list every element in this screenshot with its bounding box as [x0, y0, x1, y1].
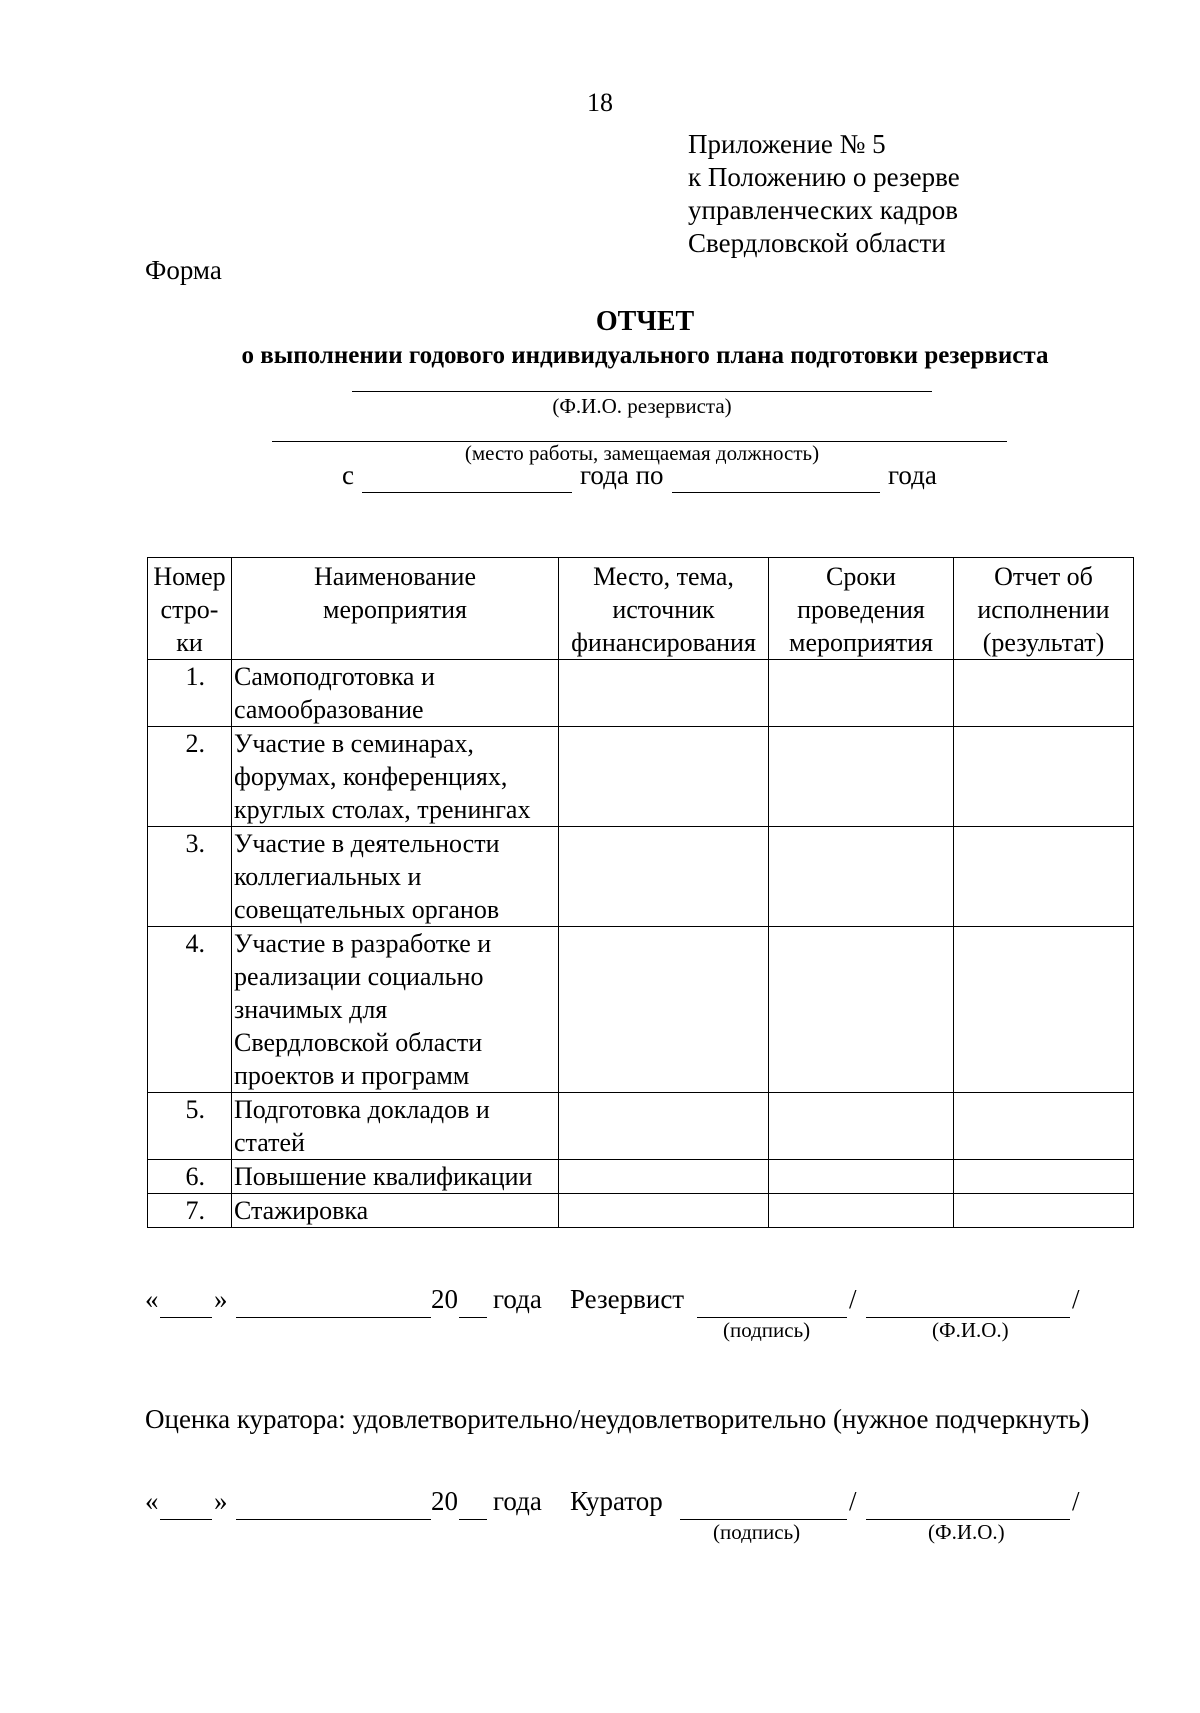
- document-title: ОТЧЕТ: [595, 306, 695, 337]
- header-place: [559, 558, 769, 660]
- cell-terms[interactable]: [769, 1194, 954, 1228]
- period-to-blank[interactable]: [672, 492, 880, 493]
- header-line: исполнении: [977, 595, 1110, 624]
- activity-line: круглых столах, тренингах: [234, 795, 531, 824]
- table-row: [148, 727, 1134, 827]
- header-line: Сроки: [826, 562, 896, 591]
- cell-report[interactable]: [954, 827, 1134, 927]
- slash: /: [1072, 1284, 1080, 1314]
- row-number: 5.: [148, 1093, 232, 1160]
- day-blank[interactable]: [160, 1317, 212, 1318]
- header-line: стро-: [160, 595, 219, 624]
- appendix-line: к Положению о резерве: [688, 162, 960, 192]
- fio-blank-line[interactable]: [352, 391, 932, 392]
- year-blank[interactable]: [459, 1317, 487, 1318]
- table-header-row: [148, 558, 1134, 660]
- close-quote: »: [214, 1486, 228, 1516]
- cell-place[interactable]: [559, 727, 769, 827]
- form-label: Форма: [145, 255, 222, 285]
- cell-terms[interactable]: [769, 827, 954, 927]
- cell-report[interactable]: [954, 660, 1134, 727]
- row-activity: [232, 1194, 559, 1228]
- activity-line: коллегиальных и: [234, 862, 422, 891]
- header-line: Наименование: [314, 562, 476, 591]
- activity-line: реализации социально: [234, 962, 484, 991]
- period-mid-label: года по: [580, 460, 664, 490]
- activity-line: Повышение квалификации: [234, 1162, 533, 1191]
- day-blank[interactable]: [160, 1519, 212, 1520]
- cell-report[interactable]: [954, 1194, 1134, 1228]
- signature-caption: (подпись): [723, 1318, 811, 1342]
- year-suffix: года: [493, 1486, 542, 1516]
- year-suffix: года: [493, 1284, 542, 1314]
- header-line: проведения: [797, 595, 925, 624]
- cell-terms[interactable]: [769, 1093, 954, 1160]
- row-number: 1.: [148, 660, 232, 727]
- appendix-line: управленческих кадров: [688, 195, 958, 225]
- cell-report[interactable]: [954, 1160, 1134, 1194]
- cell-terms[interactable]: [769, 660, 954, 727]
- year-blank[interactable]: [459, 1519, 487, 1520]
- activity-line: Самоподготовка и: [234, 662, 435, 691]
- appendix-line: Приложение № 5: [688, 129, 886, 159]
- table-row: [148, 1160, 1134, 1194]
- table-row: [148, 927, 1134, 1093]
- header-name: [232, 558, 559, 660]
- workplace-caption: (место работы, замещаемая должность): [464, 441, 820, 465]
- slash: /: [849, 1486, 857, 1516]
- activity-line: Участие в семинарах,: [234, 729, 474, 758]
- header-line: источник: [612, 595, 715, 624]
- activity-line: Участие в разработке и: [234, 929, 492, 958]
- activity-line: статей: [234, 1128, 305, 1157]
- fio-caption: (Ф.И.О.): [928, 1520, 1005, 1544]
- activity-line: форумах, конференциях,: [234, 762, 508, 791]
- period-from-label: с: [342, 460, 354, 490]
- activity-line: Стажировка: [234, 1196, 369, 1225]
- cell-report[interactable]: [954, 927, 1134, 1093]
- row-activity: [232, 727, 559, 827]
- header-report: [954, 558, 1134, 660]
- header-terms: [769, 558, 954, 660]
- header-line: Место, тема,: [593, 562, 734, 591]
- row-activity: [232, 827, 559, 927]
- curator-label: Куратор: [570, 1486, 663, 1516]
- document-subtitle: о выполнении годового индивидуального плана подготовки резервиста: [241, 342, 1049, 369]
- appendix-line: Свердловской области: [688, 228, 946, 258]
- row-activity: [232, 660, 559, 727]
- month-blank[interactable]: [236, 1519, 431, 1520]
- cell-place[interactable]: [559, 660, 769, 727]
- open-quote: «: [145, 1284, 159, 1314]
- year-prefix: 20: [431, 1486, 458, 1516]
- period-end-label: года: [888, 460, 937, 490]
- cell-place[interactable]: [559, 1160, 769, 1194]
- slash: /: [849, 1284, 857, 1314]
- row-number: 7.: [148, 1194, 232, 1228]
- cell-terms[interactable]: [769, 1160, 954, 1194]
- table-row: [148, 827, 1134, 927]
- header-line: мероприятия: [788, 628, 933, 657]
- fio-caption: (Ф.И.О. резервиста): [552, 394, 732, 418]
- header-line: (результат): [982, 628, 1105, 657]
- header-num: [148, 558, 232, 660]
- activity-line: совещательных органов: [234, 895, 500, 924]
- curator-assessment: Оценка куратора: удовлетворительно/неудовлетворительно (нужное подчеркнуть): [145, 1404, 1090, 1434]
- month-blank[interactable]: [236, 1317, 431, 1318]
- year-prefix: 20: [431, 1284, 458, 1314]
- plan-table: [147, 557, 1134, 1228]
- cell-terms[interactable]: [769, 727, 954, 827]
- row-number: 3.: [148, 827, 232, 927]
- activity-line: проектов и программ: [234, 1061, 470, 1090]
- close-quote: »: [214, 1284, 228, 1314]
- table-row: [148, 660, 1134, 727]
- header-line: мероприятия: [322, 595, 467, 624]
- header-line: ки: [176, 628, 203, 657]
- cell-place[interactable]: [559, 827, 769, 927]
- table-row: [148, 1093, 1134, 1160]
- cell-place[interactable]: [559, 1093, 769, 1160]
- row-activity: [232, 1160, 559, 1194]
- activity-line: самообразование: [234, 695, 424, 724]
- row-number: 4.: [148, 927, 232, 1093]
- activity-line: Подготовка докладов и: [234, 1095, 490, 1124]
- cell-report[interactable]: [954, 1093, 1134, 1160]
- cell-place[interactable]: [559, 927, 769, 1093]
- open-quote: «: [145, 1486, 159, 1516]
- header-line: Номер: [153, 562, 226, 591]
- activity-line: значимых для: [234, 995, 388, 1024]
- table-row: [148, 1194, 1134, 1228]
- page-number: 18: [587, 88, 613, 117]
- cell-report[interactable]: [954, 727, 1134, 827]
- reservist-label: Резервист: [570, 1284, 685, 1314]
- fio-caption: (Ф.И.О.): [932, 1318, 1009, 1342]
- cell-terms[interactable]: [769, 927, 954, 1093]
- slash: /: [1072, 1486, 1080, 1516]
- activity-line: Участие в деятельности: [234, 829, 500, 858]
- row-number: 2.: [148, 727, 232, 827]
- cell-place[interactable]: [559, 1194, 769, 1228]
- row-number: 6.: [148, 1160, 232, 1194]
- row-activity: [232, 927, 559, 1093]
- header-line: Отчет об: [994, 562, 1093, 591]
- row-activity: [232, 1093, 559, 1160]
- signature-caption: (подпись): [713, 1520, 801, 1544]
- period-from-blank[interactable]: [362, 492, 572, 493]
- header-line: финансирования: [571, 628, 756, 657]
- activity-line: Свердловской области: [234, 1028, 483, 1057]
- appendix-block: [688, 128, 960, 260]
